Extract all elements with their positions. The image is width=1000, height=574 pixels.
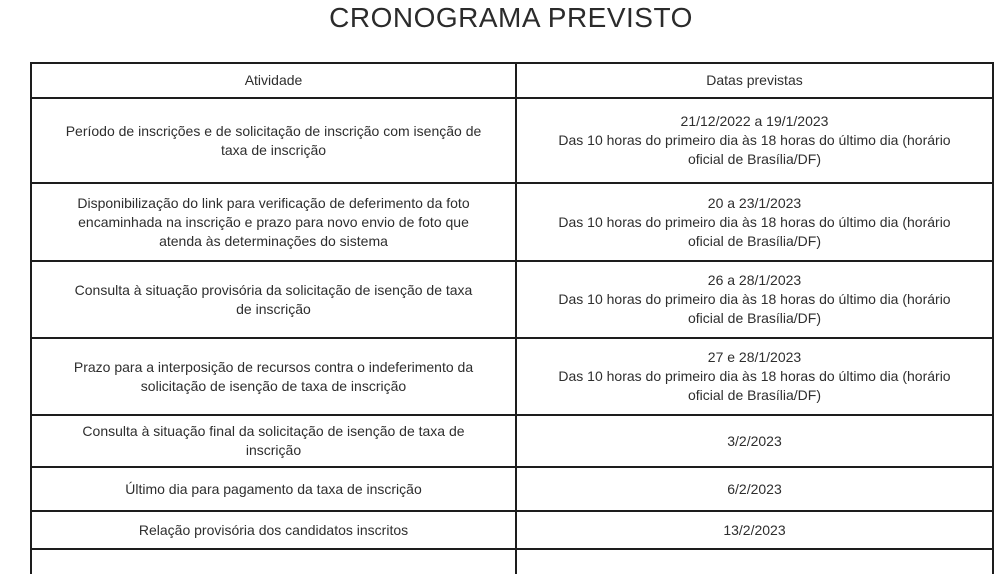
text-line: 13/2/2023 bbox=[723, 521, 786, 538]
activity-cell bbox=[31, 183, 516, 261]
text-line: inscrição bbox=[245, 442, 302, 458]
activity-cell bbox=[31, 415, 516, 467]
dates-cell bbox=[516, 261, 993, 338]
activity-cell bbox=[31, 338, 516, 415]
text-line: Disponibilização do link para verificação de deferimento da foto bbox=[77, 194, 470, 211]
text-line: Período de inscrições e de solicitação de inscrição com isenção de bbox=[65, 122, 482, 139]
text-line: 6/2/2023 bbox=[727, 480, 782, 497]
text-line: Das 10 horas do primeiro dia às 18 horas do último dia (horário bbox=[558, 132, 951, 148]
text-line: 27 e 28/1/2023 bbox=[707, 349, 802, 365]
text-line: 3/2/2023 bbox=[727, 432, 782, 449]
dates-cell bbox=[516, 338, 993, 415]
text-line: Prazo para a interposição de recursos contra o indeferimento da bbox=[73, 358, 474, 375]
text-line: oficial de Brasília/DF) bbox=[687, 310, 822, 326]
text-line: Consulta à situação provisória da solicitação de isenção de taxa bbox=[74, 281, 473, 298]
text-line: Consulta à situação final da solicitação de isenção de taxa de bbox=[82, 423, 465, 439]
text-line: de inscrição bbox=[236, 300, 311, 317]
text-line: Relação provisória dos candidatos inscritos bbox=[138, 521, 409, 538]
text-line: Das 10 horas do primeiro dia às 18 horas do último dia (horário bbox=[558, 368, 951, 384]
text-line: Das 10 horas do primeiro dia às 18 horas do último dia (horário bbox=[558, 213, 951, 230]
table-row bbox=[31, 98, 993, 183]
document-page bbox=[0, 3, 992, 574]
dates-cell bbox=[516, 415, 993, 467]
text-line: 20 a 23/1/2023 bbox=[707, 194, 802, 211]
text-line: oficial de Brasília/DF) bbox=[687, 387, 822, 403]
table-row bbox=[31, 549, 993, 574]
column-header-dates: Datas previstas bbox=[516, 63, 993, 98]
dates-cell bbox=[516, 549, 993, 574]
page-title: CRONOGRAMA PREVISTO bbox=[329, 2, 693, 33]
dates-cell bbox=[516, 467, 993, 511]
table-row bbox=[31, 511, 993, 549]
activity-cell bbox=[31, 511, 516, 549]
text-line: taxa de inscrição bbox=[220, 141, 327, 158]
table-row bbox=[31, 261, 993, 338]
text-line: 26 a 28/1/2023 bbox=[707, 272, 802, 288]
text-line: 21/12/2022 a 19/1/2023 bbox=[680, 113, 829, 129]
text-line: Último dia para pagamento da taxa de inscrição bbox=[125, 480, 422, 497]
table-row bbox=[31, 467, 993, 511]
activity-cell bbox=[31, 98, 516, 183]
activity-cell bbox=[31, 549, 516, 574]
activity-cell bbox=[31, 261, 516, 338]
dates-cell bbox=[516, 511, 993, 549]
schedule-table-body bbox=[31, 98, 993, 574]
table-row bbox=[31, 338, 993, 415]
text-line: atenda às determinações do sistema bbox=[159, 232, 388, 249]
column-header-activity: Atividade bbox=[31, 63, 516, 98]
text-line: oficial de Brasília/DF) bbox=[687, 232, 822, 249]
text-line: encaminhada na inscrição e prazo para novo envio de foto que bbox=[78, 213, 469, 230]
text-line: Das 10 horas do primeiro dia às 18 horas do último dia (horário bbox=[558, 291, 951, 307]
table-row bbox=[31, 183, 993, 261]
table-row bbox=[31, 415, 993, 467]
header-row bbox=[31, 63, 993, 98]
dates-cell bbox=[516, 183, 993, 261]
dates-cell bbox=[516, 98, 993, 183]
text-line: oficial de Brasília/DF) bbox=[687, 151, 822, 167]
text-line: solicitação de isenção de taxa de inscrição bbox=[140, 377, 407, 394]
activity-cell bbox=[31, 467, 516, 511]
schedule-table bbox=[30, 62, 994, 574]
